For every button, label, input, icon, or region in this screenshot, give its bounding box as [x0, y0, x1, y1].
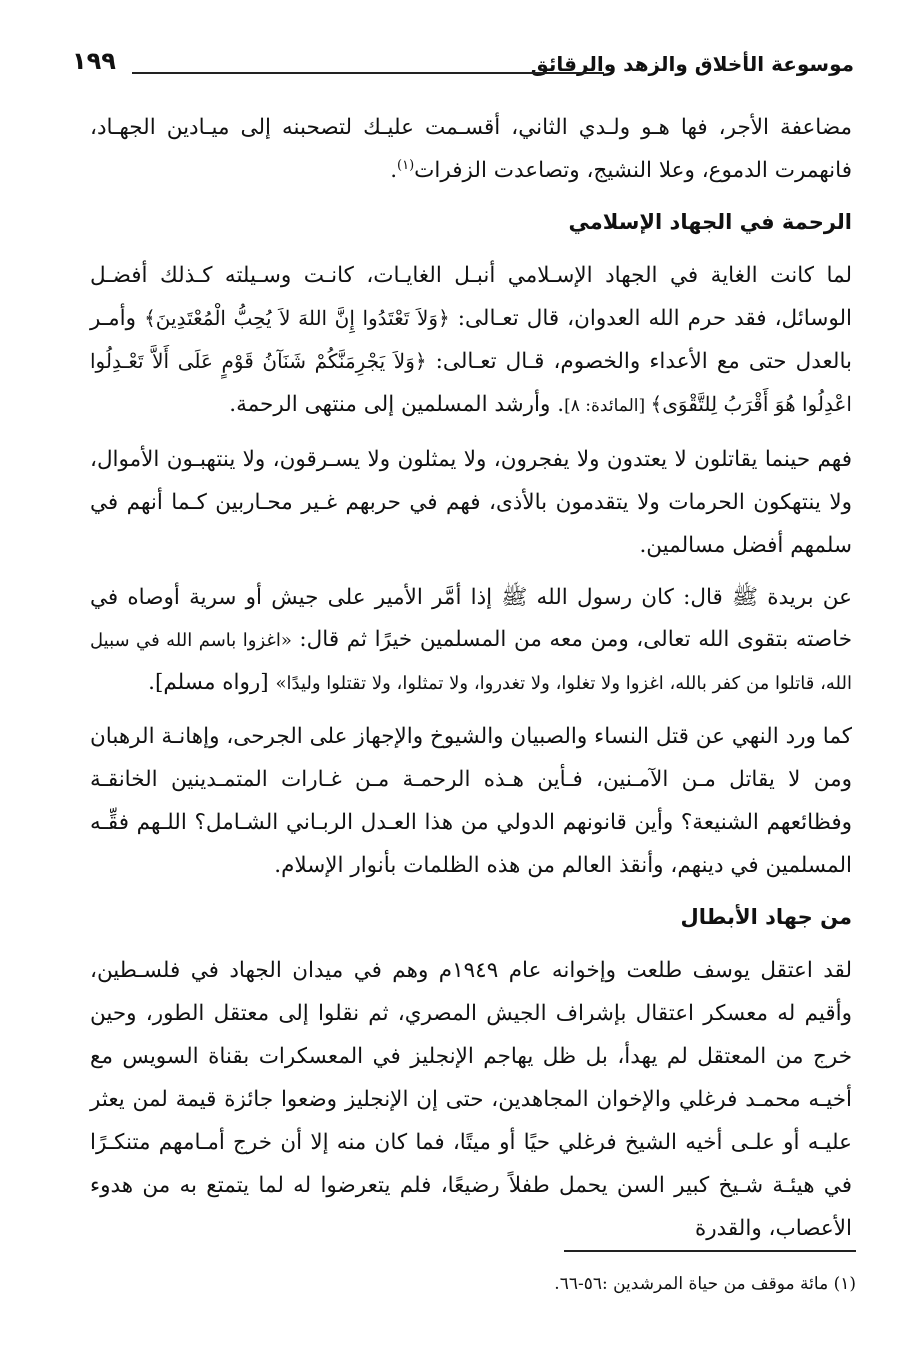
footnote-divider	[564, 1250, 856, 1252]
paragraph-2-part1: لما كانت الغاية في الجهاد الإسـلامي أنبـل الغايـات، كانـت وسـيلته كـذلك أفضـل الوسائل، فقد حرم الله العدوان، قال تعـالى:	[90, 263, 853, 331]
page-number: ١٩٩	[72, 47, 116, 75]
paragraph-1-text: مضاعفة الأجر، فها هـو ولـدي الثاني، أقسـمت عليـك لتصحبنه إلى ميـادين الجهـاد، فانهمرت الدموع، وعلا النشيج، وتصاعدت الزفرات	[90, 115, 852, 183]
footnote-reference: (١)	[397, 157, 415, 173]
section-heading-heroes: من جهاد الأبطال	[680, 905, 852, 929]
paragraph-1	[90, 106, 852, 192]
running-title: موسوعة الأخلاق والزهد والرقائق	[530, 52, 854, 76]
section-heading-mercy: الرحمة في الجهاد الإسلامي	[568, 210, 852, 234]
paragraph-2-part3: . وأرشد المسلمين إلى منتهى الرحمة.	[229, 392, 565, 417]
hadith-source: [رواه مسلم].	[148, 670, 276, 695]
paragraph-5: كما ورد النهي عن قتل النساء والصبيان والشيوخ والإجهاز على الجرحى، وإهانـة الرهبان ومن لا يقاتل مـن الآمـنين، فـأين هـذه الرحمـة مـن غـارات المتمـدينين الخانقـة وفظائعهم الشنيعة؟ وأين قانونهم الدولي من هذا العـدل الربـاني الشـامل؟ اللـهم فقِّـه المسلمين في دينهم، وأنقذ العالم من هذه الظلمات بأنوار الإسلام.	[90, 724, 852, 878]
verse-citation: [المائدة: ٨]	[564, 396, 651, 416]
paragraph-2	[90, 254, 852, 428]
footnote-1: (١) مائة موقف من حياة المرشدين :٥٦-٦٦.	[554, 1274, 856, 1294]
paragraph-2-part2: وأمـر بالعدل حتى مع الأعداء والخصوم، قـال تعـالى:	[90, 306, 853, 374]
quran-verse-2: ﴿وَلاَ يَجْرِمَنَّكُمْ شَنَآنُ قَوْمٍ عَلَى أَلاَّ تَعْـدِلُوا اعْدِلُوا هُوَ أَقْرَبُ لِلتَّقْوَى﴾	[90, 349, 852, 416]
hadith-text: «اغزوا باسم الله في سبيل الله، قاتلوا من كفر بالله، اغزوا ولا تغلوا، ولا تغدروا، ولا تمثلوا، ولا تقتلوا وليدًا»	[90, 630, 852, 694]
quran-verse-1: ﴿وَلاَ تَعْتَدُوا إِنَّ اللهَ لاَ يُحِبُّ الْمُعْتَدِينَ﴾	[144, 306, 450, 330]
paragraph-4	[90, 577, 852, 705]
paragraph-3: فهم حينما يقاتلون لا يعتدون ولا يفجرون، ولا يمثلون ولا يسـرقون، ولا ينتهبـون الأموال، ولا ينتهكون الحرمات ولا يتقدمون بالأذى، فهم في حربهم غـير محـاربين كـما أنهم في سلمهم أفضل مسالمين.	[90, 447, 852, 558]
paragraph-4-part1: عن بريدة ﷺ قال: كان رسول الله ﷺ إذا أمَّر الأمير على جيش أو سرية أوصاه في خاصته بتقوى الله تعالى، ومن معه من المسلمين خيرًا ثم قال:	[90, 585, 852, 652]
header-rule	[132, 72, 604, 74]
paragraph-1-end: .	[390, 158, 398, 183]
paragraph-6: لقد اعتقل يوسف طلعت وإخوانه عام ١٩٤٩م وهم في ميدان الجهاد في فلسـطين، وأقيم له معسكر اعتقال بإشراف الجيش المصري، ثم نقلوا إلى معتقل الطور، وحين خرج من المعتقل لم يهدأ، بل ظل يهاجم الإنجليز في المعسكرات بقناة السويس مع أخيـه محمـد فرغلي والإخوان المجاهدين، حتى إن الإنجليز وضعوا جائزة قيمة لمن يعثر عليـه أو علـى أخيه الشيخ فرغلي حيًا أو ميتًا، فما كان منه إلا أن خرج أمـامهم متنكـرًا في هيئـة شـيخ كبير السن يحمل طفلاً رضيعًا، فلم يتعرضوا له لما يتمتع به من هدوء الأعصاب، والقدرة	[90, 958, 852, 1241]
page-header	[72, 44, 854, 92]
page-body	[90, 106, 852, 1260]
